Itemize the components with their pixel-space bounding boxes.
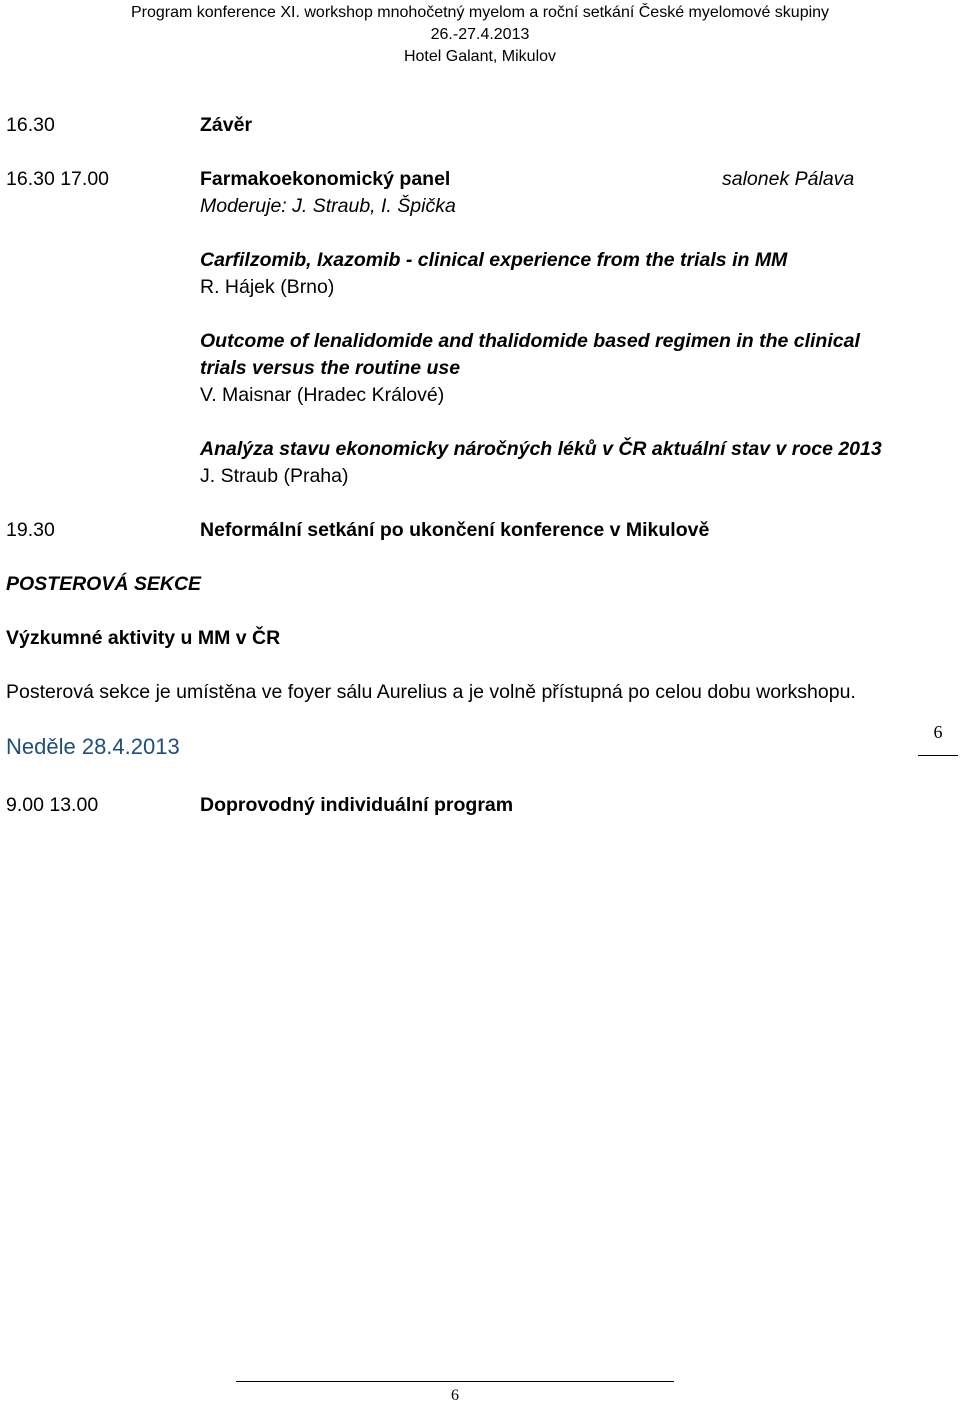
side-page-number: 6	[933, 722, 943, 742]
header-title: Program konference XI. workshop mnohočetný myelom a roční setkání České myelomové skupiny	[130, 4, 830, 21]
schedule-title-evening: Neformální setkání po ukončení konference v Mikulově	[200, 519, 710, 541]
side-page-rule	[918, 755, 958, 756]
talk-title-outcome-line1: Outcome of lenalidomide and thalidomide based regimen in the clinical	[200, 330, 860, 352]
schedule-title-panel: Farmakoekonomický panel	[200, 168, 451, 190]
talk-title-outcome-line2: trials versus the routine use	[200, 357, 461, 379]
schedule-room-panel: salonek Pálava	[722, 168, 855, 190]
sunday-heading: Neděle 28.4.2013	[6, 734, 180, 759]
schedule-title-sunday: Doprovodný individuální program	[200, 794, 514, 816]
schedule-time-panel: 16.30 17.00	[6, 168, 110, 190]
talk-title-analyza: Analýza stavu ekonomicky náročných léků v ČR aktuální stav v roce 2013	[200, 438, 882, 460]
talk-title-carfilzomib: Carfilzomib, Ixazomib - clinical experience from the trials in MM	[200, 249, 788, 271]
footer-rule	[236, 1381, 674, 1382]
schedule-time-closing: 16.30	[6, 114, 55, 136]
header-dates: 26.-27.4.2013	[430, 26, 530, 43]
header-venue: Hotel Galant, Mikulov	[403, 48, 557, 65]
poster-subheading: Výzkumné aktivity u MM v ČR	[6, 627, 281, 649]
footer-page-number: 6	[451, 1387, 459, 1404]
schedule-time-sunday: 9.00 13.00	[6, 794, 99, 816]
poster-heading: POSTEROVÁ SEKCE	[6, 573, 202, 595]
talk-speaker-straub: J. Straub (Praha)	[200, 465, 349, 487]
schedule-time-evening: 19.30	[6, 519, 55, 541]
schedule-moderator-panel: Moderuje: J. Straub, I. Špička	[200, 195, 456, 217]
talk-speaker-maisnar: V. Maisnar (Hradec Králové)	[200, 384, 445, 406]
talk-speaker-hajek: R. Hájek (Brno)	[200, 276, 335, 298]
schedule-title-closing: Závěr	[200, 114, 253, 136]
poster-description: Posterová sekce je umístěna ve foyer sálu Aurelius a je volně přístupná po celou dobu workshopu.	[6, 681, 856, 703]
